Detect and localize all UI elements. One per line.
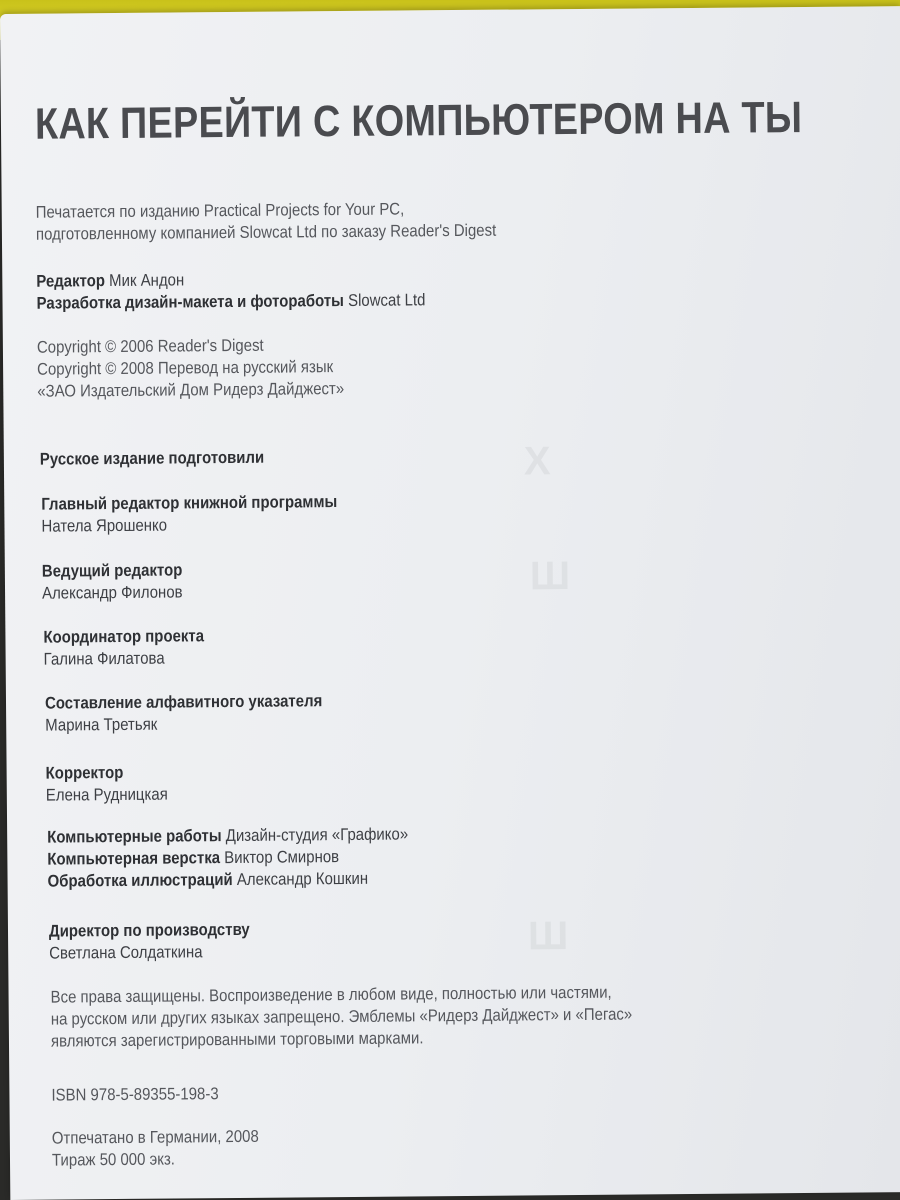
source-line-1: Печатается по изданию Practical Projects for Your PC,: [35, 199, 405, 222]
source-line-2: подготовленному компанией Slowcat Ltd по заказу Reader's Digest: [35, 220, 497, 244]
credit-role: Обработка иллюстраций: [47, 870, 233, 891]
credit-role: Компьютерные работы: [47, 826, 222, 847]
credit-chief-editor: [41, 491, 378, 538]
show-through-mark: Х: [523, 439, 551, 484]
credit-name: Виктор Смирнов: [224, 847, 340, 868]
imprint-page: [0, 6, 900, 1200]
credit-role: Составление алфавитного указателя: [44, 691, 323, 713]
russian-edition-heading: [40, 446, 295, 470]
credit-name: Натела Ярошенко: [41, 515, 168, 536]
credit-lead-editor: [42, 559, 202, 604]
credit-name: Светлана Солдаткина: [49, 942, 203, 963]
isbn-block: [51, 1083, 241, 1107]
editor-name: Мик Андон: [109, 270, 185, 291]
copyright-line-3: «ЗАО Издательский Дом Ридерз Дайджест»: [37, 379, 345, 401]
rights-line-2: на русском или других языках запрещено. Эмблемы «Ридерз Дайджест» и «Пегас»: [50, 1004, 633, 1029]
rights-line-1: Все права защищены. Воспроизведение в любом виде, полностью или частями,: [50, 982, 612, 1007]
copyright-block: [37, 334, 386, 403]
isbn: ISBN 978-5-89355-198-3: [51, 1084, 219, 1105]
show-through-mark: Ш: [529, 554, 571, 599]
credit-name: Дизайн-студия «Графико»: [225, 824, 409, 846]
printed-line-1: Отпечатано в Германии, 2008: [51, 1126, 259, 1148]
credit-role: Корректор: [45, 762, 124, 783]
editor-block: [36, 267, 478, 315]
credit-role: Компьютерная верстка: [47, 848, 221, 869]
credit-layout: [47, 845, 408, 870]
credit-production-director: [49, 919, 277, 965]
printed-line-2: Тираж 50 000 экз.: [51, 1149, 176, 1170]
book-title: КАК ПЕРЕЙТИ С КОМПЬЮТЕРОМ НА ТЫ: [34, 93, 803, 149]
copyright-line-1: Copyright © 2006 Reader's Digest: [36, 335, 264, 357]
print-info: [52, 1126, 288, 1172]
credit-name: Александр Кошкин: [236, 868, 369, 889]
design-line: [36, 289, 425, 314]
credit-name: Марина Третьяк: [45, 714, 158, 735]
credit-role: Ведущий редактор: [41, 560, 183, 581]
credit-name: Галина Филатова: [43, 648, 165, 669]
editor-label: Редактор: [36, 271, 106, 291]
design-value: Slowcat Ltd: [347, 290, 426, 310]
russian-edition-heading-text: Русское издание подготовили: [39, 447, 265, 469]
rights-notice: [50, 981, 711, 1053]
production-credits: [47, 823, 458, 893]
copyright-line-2: Copyright © 2008 Перевод на русский язык: [37, 357, 334, 379]
credit-index-compiler: [45, 690, 360, 737]
credit-role: Директор по производству: [48, 919, 250, 941]
credit-role: Координатор проекта: [43, 626, 205, 647]
credit-proofreader: [46, 761, 185, 806]
credit-project-coordinator: [43, 625, 226, 671]
credit-illustrations: [47, 867, 408, 892]
show-through-mark: Ш: [527, 914, 569, 959]
source-edition-note: [36, 197, 559, 246]
rights-line-3: являются зарегистрированными торговыми марками.: [50, 1028, 424, 1051]
design-label: Разработка дизайн-макета и фотоработы: [36, 291, 344, 313]
credit-name: Александр Филонов: [41, 582, 183, 603]
credit-name: Елена Рудницкая: [45, 784, 168, 805]
credit-role: Главный редактор книжной программы: [41, 492, 338, 514]
credit-computer-work: [47, 823, 408, 848]
